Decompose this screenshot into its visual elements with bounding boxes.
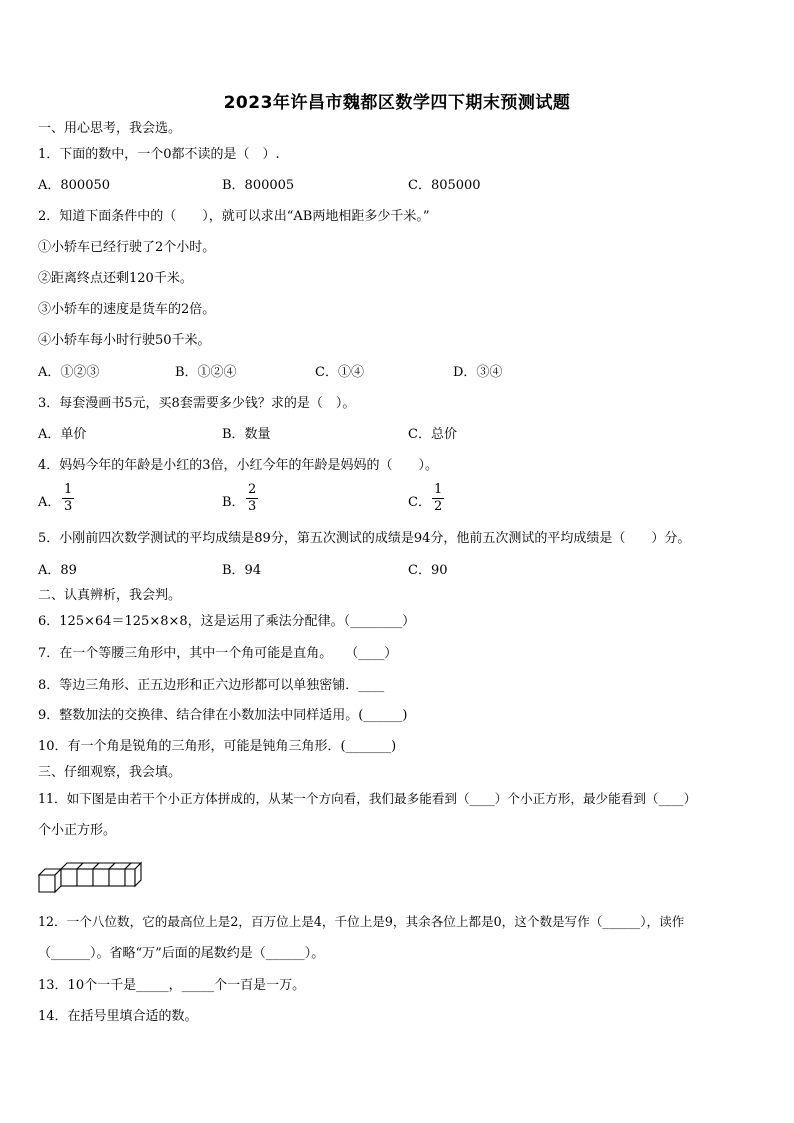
q2-condition-3: ③小轿车的速度是货车的2倍。 [38, 302, 216, 317]
fraction-denominator: 2 [434, 499, 443, 514]
q2-option-a: A．①②③ [38, 365, 100, 380]
question-12-line-2: （______）。省略“万”后面的尾数约是（______）。 [38, 946, 325, 961]
question-10: 10．有一个角是锐角的三角形，可能是钝角三角形．(_______) [38, 739, 397, 754]
q2-option-b: B．①②④ [175, 365, 237, 380]
q4-option-b-label: B． [222, 495, 245, 510]
q4-option-c-fraction [432, 483, 444, 514]
question-5-stem: 5．小刚前四次数学测试的平均成绩是89分，第五次测试的成绩是94分，他前五次测试的平均成绩是（ ）分。 [38, 531, 691, 546]
q3-option-a: A．单价 [38, 427, 87, 442]
page-title: 2023年许昌市魏都区数学四下期末预测试题 [223, 93, 571, 113]
q2-condition-4: ④小轿车每小时行驶50千米。 [38, 333, 211, 348]
q5-option-a: A．89 [38, 563, 77, 578]
q3-option-c: C．总价 [408, 427, 457, 442]
q3-option-b: B．数量 [222, 427, 271, 442]
question-3-stem: 3．每套漫画书5元，买8套需要多少钱？求的是（ ）。 [38, 396, 356, 411]
section-heading-2: 二、认真辨析，我会判。 [38, 588, 182, 603]
question-14: 14．在括号里填合适的数。 [38, 1009, 198, 1024]
q2-option-d: D．③④ [453, 365, 503, 380]
question-2-stem: 2．知道下面条件中的（ ），就可以求出“AB两地相距多少千米。” [38, 209, 430, 224]
q1-option-a: A．800050 [38, 178, 111, 193]
question-9: 9．整数加法的交换律、结合律在小数加法中同样适用。(______) [38, 708, 408, 723]
q1-option-b: B．800005 [222, 178, 295, 193]
question-11-line-1: 11．如下图是由若干个小正方体拼成的，从某一个方向看，我们最多能看到（____）个小正方形，最少能看到（____） [38, 791, 697, 806]
question-6: 6．125×64＝125×8×8，这是运用了乘法分配律。（________） [38, 614, 416, 629]
question-11-line-2: 个小正方形。 [38, 823, 117, 838]
fraction-denominator: 3 [64, 499, 73, 514]
q2-option-c: C．①④ [315, 365, 364, 380]
section-heading-1: 一、用心思考，我会选。 [38, 121, 182, 136]
section-heading-3: 三、仔细观察，我会填。 [38, 765, 182, 780]
q4-option-b-fraction [246, 483, 258, 514]
q4-option-c-label: C． [408, 495, 431, 510]
q4-option-a-fraction [62, 483, 74, 514]
question-13: 13．10个一千是_____，_____个一百是一万。 [38, 978, 306, 993]
question-12-line-1: 12．一个八位数，它的最高位上是2，百万位上是4，千位上是9，其余各位上都是0，这个数是写作（______），读作 [38, 914, 685, 929]
q4-option-a-label: A． [38, 495, 61, 510]
q5-option-c: C．90 [408, 563, 448, 578]
fraction-denominator: 3 [248, 499, 257, 514]
fraction-numerator: 1 [64, 482, 73, 497]
question-1-stem: 1．下面的数中，一个0都不读的是（ ）. [38, 147, 280, 162]
question-7: 7．在一个等腰三角形中，其中一个角可能是直角。 （____） [38, 646, 398, 661]
q1-option-c: C．805000 [408, 178, 481, 193]
fraction-numerator: 1 [434, 482, 443, 497]
q2-condition-1: ①小轿车已经行驶了2个小时。 [38, 240, 216, 255]
fraction-numerator: 2 [248, 482, 257, 497]
q5-option-b: B．94 [222, 563, 262, 578]
q2-condition-2: ②距离终点还剩120千米。 [38, 271, 193, 286]
question-8: 8．等边三角形、正五边形和正六边形都可以单独密铺．____ [38, 678, 385, 693]
question-4-stem: 4．妈妈今年的年龄是小红的3倍，小红今年的年龄是妈妈的（ ）。 [38, 458, 439, 473]
cube-stack-figure [38, 853, 142, 895]
